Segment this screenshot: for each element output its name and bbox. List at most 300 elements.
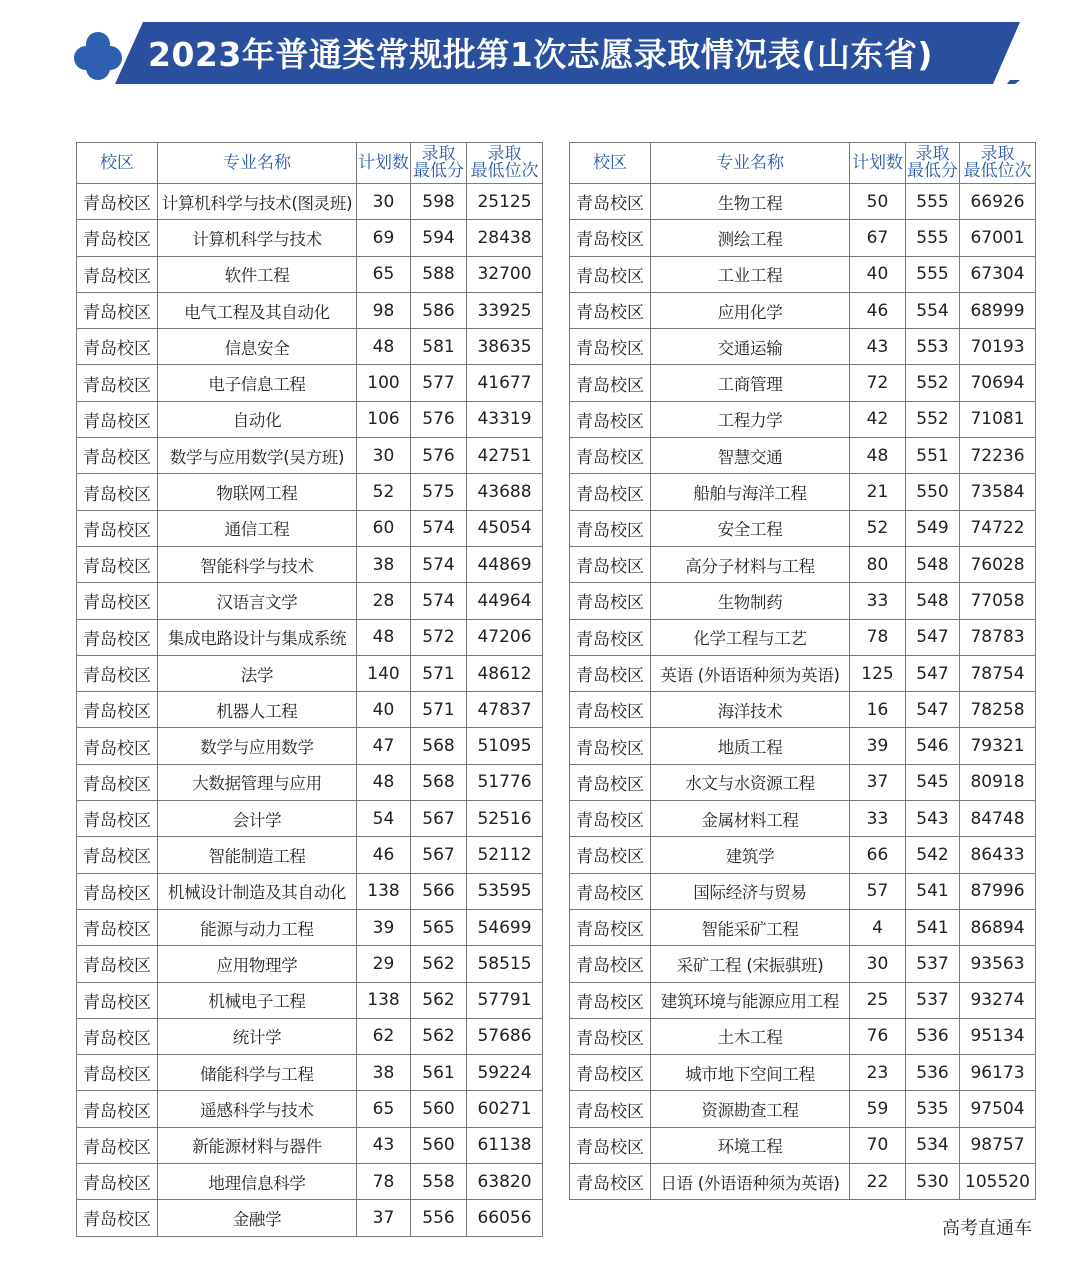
cell-min-rank: 74722 [960, 510, 1036, 546]
table-row [77, 184, 543, 220]
table-row [570, 909, 1036, 945]
cell-min-rank: 45054 [467, 510, 543, 546]
table-row [77, 1127, 543, 1163]
header-min-rank: 录取 最低位次 [467, 143, 543, 184]
header-min-score: 录取 最低分 [906, 143, 960, 184]
cell-plan: 33 [850, 801, 906, 837]
table-row [77, 1091, 543, 1127]
cell-major: 工业工程 [651, 256, 850, 292]
table-row [77, 909, 543, 945]
cell-min-rank: 73584 [960, 474, 1036, 510]
cell-min-rank: 42751 [467, 438, 543, 474]
cell-major: 交通运输 [651, 329, 850, 365]
cell-min-score: 558 [411, 1164, 467, 1200]
cell-campus: 青岛校区 [77, 1127, 158, 1163]
table-row [570, 438, 1036, 474]
cell-min-score: 568 [411, 728, 467, 764]
cell-min-rank: 78258 [960, 692, 1036, 728]
cell-min-rank: 78783 [960, 619, 1036, 655]
cell-major: 集成电路设计与集成系统 [158, 619, 357, 655]
cell-campus: 青岛校区 [570, 909, 651, 945]
cell-major: 工程力学 [651, 401, 850, 437]
cell-plan: 140 [357, 655, 411, 691]
header-campus: 校区 [77, 143, 158, 184]
cell-campus: 青岛校区 [77, 619, 158, 655]
cell-campus: 青岛校区 [570, 873, 651, 909]
cell-campus: 青岛校区 [77, 1200, 158, 1236]
cell-campus: 青岛校区 [77, 1055, 158, 1091]
cell-plan: 48 [357, 619, 411, 655]
cell-min-rank: 70193 [960, 329, 1036, 365]
cell-min-rank: 84748 [960, 801, 1036, 837]
cell-major: 地质工程 [651, 728, 850, 764]
cell-campus: 青岛校区 [570, 546, 651, 582]
cell-major: 软件工程 [158, 256, 357, 292]
cell-major: 建筑学 [651, 837, 850, 873]
cell-min-rank: 61138 [467, 1127, 543, 1163]
cell-min-score: 562 [411, 1018, 467, 1054]
cell-min-score: 551 [906, 438, 960, 474]
header-major: 专业名称 [651, 143, 850, 184]
cell-min-rank: 32700 [467, 256, 543, 292]
cell-major: 电子信息工程 [158, 365, 357, 401]
table-row [570, 728, 1036, 764]
table-row [570, 946, 1036, 982]
cell-min-rank: 43319 [467, 401, 543, 437]
cell-campus: 青岛校区 [570, 329, 651, 365]
cell-min-rank: 58515 [467, 946, 543, 982]
watermark: 高考直通车 [942, 1218, 1032, 1239]
table-row [77, 546, 543, 582]
cell-major: 机械设计制造及其自动化 [158, 873, 357, 909]
cell-campus: 青岛校区 [77, 583, 158, 619]
cell-campus: 青岛校区 [77, 292, 158, 328]
cell-plan: 52 [357, 474, 411, 510]
admission-table-left [76, 142, 543, 1237]
table-row [77, 474, 543, 510]
table-row [570, 764, 1036, 800]
cell-min-score: 546 [906, 728, 960, 764]
cell-plan: 30 [850, 946, 906, 982]
cell-major: 船舶与海洋工程 [651, 474, 850, 510]
cell-campus: 青岛校区 [77, 1091, 158, 1127]
table-row [77, 292, 543, 328]
table-row [77, 728, 543, 764]
cell-min-score: 576 [411, 438, 467, 474]
cell-min-score: 562 [411, 982, 467, 1018]
cell-min-rank: 76028 [960, 546, 1036, 582]
cell-plan: 100 [357, 365, 411, 401]
table-row [570, 1018, 1036, 1054]
cell-plan: 66 [850, 837, 906, 873]
cell-plan: 37 [850, 764, 906, 800]
cell-min-rank: 43688 [467, 474, 543, 510]
table-row [570, 1164, 1036, 1200]
cell-campus: 青岛校区 [570, 292, 651, 328]
cell-min-score: 574 [411, 510, 467, 546]
cell-plan: 59 [850, 1091, 906, 1127]
cell-min-score: 581 [411, 329, 467, 365]
table-row [570, 619, 1036, 655]
cell-plan: 22 [850, 1164, 906, 1200]
cell-plan: 50 [850, 184, 906, 220]
cell-plan: 48 [850, 438, 906, 474]
cell-min-rank: 70694 [960, 365, 1036, 401]
cell-min-rank: 63820 [467, 1164, 543, 1200]
table-body-left [77, 184, 543, 1237]
cell-campus: 青岛校区 [570, 619, 651, 655]
cell-plan: 23 [850, 1055, 906, 1091]
cell-major: 国际经济与贸易 [651, 873, 850, 909]
cell-campus: 青岛校区 [570, 583, 651, 619]
cell-min-score: 576 [411, 401, 467, 437]
table-row [77, 764, 543, 800]
cell-plan: 52 [850, 510, 906, 546]
cell-min-score: 535 [906, 1091, 960, 1127]
cell-campus: 青岛校区 [570, 510, 651, 546]
cell-major: 数学与应用数学(吴方班) [158, 438, 357, 474]
cell-major: 日语 (外语语种须为英语) [651, 1164, 850, 1200]
cell-campus: 青岛校区 [77, 728, 158, 764]
cell-major: 金融学 [158, 1200, 357, 1236]
cell-plan: 33 [850, 583, 906, 619]
cell-min-rank: 52112 [467, 837, 543, 873]
cell-plan: 43 [850, 329, 906, 365]
cell-min-score: 561 [411, 1055, 467, 1091]
cell-campus: 青岛校区 [77, 909, 158, 945]
cell-major: 计算机科学与技术 [158, 220, 357, 256]
cell-plan: 46 [850, 292, 906, 328]
cell-plan: 54 [357, 801, 411, 837]
cell-plan: 38 [357, 1055, 411, 1091]
cell-min-rank: 105520 [960, 1164, 1036, 1200]
cell-campus: 青岛校区 [77, 946, 158, 982]
cell-campus: 青岛校区 [570, 655, 651, 691]
cell-min-rank: 52516 [467, 801, 543, 837]
table-row [570, 655, 1036, 691]
table-row [77, 329, 543, 365]
page-title: 2023年普通类常规批第1次志愿录取情况表(山东省) [148, 35, 933, 74]
cell-min-rank: 96173 [960, 1055, 1036, 1091]
table-row [570, 837, 1036, 873]
table-row [77, 655, 543, 691]
cell-min-score: 555 [906, 256, 960, 292]
cell-plan: 39 [850, 728, 906, 764]
header-campus: 校区 [570, 143, 651, 184]
cell-plan: 80 [850, 546, 906, 582]
cell-campus: 青岛校区 [77, 365, 158, 401]
cell-plan: 65 [357, 256, 411, 292]
cell-plan: 106 [357, 401, 411, 437]
cell-min-rank: 51776 [467, 764, 543, 800]
cell-major: 法学 [158, 655, 357, 691]
cell-campus: 青岛校区 [77, 438, 158, 474]
cell-plan: 69 [357, 220, 411, 256]
cell-campus: 青岛校区 [570, 438, 651, 474]
cell-major: 资源勘查工程 [651, 1091, 850, 1127]
cell-min-rank: 77058 [960, 583, 1036, 619]
cell-campus: 青岛校区 [570, 982, 651, 1018]
cell-major: 智能科学与技术 [158, 546, 357, 582]
cell-min-rank: 86433 [960, 837, 1036, 873]
cell-major: 机器人工程 [158, 692, 357, 728]
cell-campus: 青岛校区 [77, 655, 158, 691]
cell-min-score: 547 [906, 655, 960, 691]
cell-major: 化学工程与工艺 [651, 619, 850, 655]
cell-campus: 青岛校区 [570, 837, 651, 873]
table-row [77, 220, 543, 256]
table-row [77, 801, 543, 837]
cell-plan: 65 [357, 1091, 411, 1127]
table-row [77, 1018, 543, 1054]
cell-min-rank: 66056 [467, 1200, 543, 1236]
table-row [77, 982, 543, 1018]
table-row [77, 1164, 543, 1200]
table-row [77, 1200, 543, 1236]
cell-major: 英语 (外语语种须为英语) [651, 655, 850, 691]
table-row [570, 292, 1036, 328]
cell-min-score: 586 [411, 292, 467, 328]
cell-campus: 青岛校区 [570, 764, 651, 800]
table-row [77, 946, 543, 982]
cell-plan: 138 [357, 982, 411, 1018]
cell-plan: 48 [357, 764, 411, 800]
table-row [570, 982, 1036, 1018]
cell-major: 汉语言文学 [158, 583, 357, 619]
cell-major: 城市地下空间工程 [651, 1055, 850, 1091]
cell-plan: 42 [850, 401, 906, 437]
cell-major: 生物制药 [651, 583, 850, 619]
cell-min-score: 588 [411, 256, 467, 292]
cell-min-score: 549 [906, 510, 960, 546]
cell-min-rank: 57791 [467, 982, 543, 1018]
cell-campus: 青岛校区 [570, 1055, 651, 1091]
cell-campus: 青岛校区 [77, 692, 158, 728]
cell-plan: 48 [357, 329, 411, 365]
table-row [570, 1055, 1036, 1091]
table-row [77, 873, 543, 909]
cell-campus: 青岛校区 [570, 692, 651, 728]
cell-plan: 25 [850, 982, 906, 1018]
cell-plan: 72 [850, 365, 906, 401]
cell-min-score: 545 [906, 764, 960, 800]
cell-major: 建筑环境与能源应用工程 [651, 982, 850, 1018]
cell-min-score: 554 [906, 292, 960, 328]
cell-min-score: 574 [411, 583, 467, 619]
cell-min-rank: 66926 [960, 184, 1036, 220]
cell-major: 高分子材料与工程 [651, 546, 850, 582]
cell-campus: 青岛校区 [77, 329, 158, 365]
cell-major: 环境工程 [651, 1127, 850, 1163]
cell-min-rank: 44964 [467, 583, 543, 619]
cell-min-score: 566 [411, 873, 467, 909]
cell-campus: 青岛校区 [77, 546, 158, 582]
cell-campus: 青岛校区 [77, 873, 158, 909]
cell-campus: 青岛校区 [77, 510, 158, 546]
admission-table-right [569, 142, 1036, 1200]
cell-major: 工商管理 [651, 365, 850, 401]
cell-plan: 67 [850, 220, 906, 256]
cell-min-rank: 57686 [467, 1018, 543, 1054]
table-row [570, 583, 1036, 619]
cell-major: 信息安全 [158, 329, 357, 365]
cell-min-score: 594 [411, 220, 467, 256]
cell-major: 地理信息科学 [158, 1164, 357, 1200]
cell-major: 计算机科学与技术(图灵班) [158, 184, 357, 220]
cell-min-score: 555 [906, 220, 960, 256]
table-row [570, 546, 1036, 582]
cell-campus: 青岛校区 [77, 1164, 158, 1200]
table-row [77, 365, 543, 401]
table-row [77, 1055, 543, 1091]
cell-plan: 57 [850, 873, 906, 909]
cell-plan: 40 [357, 692, 411, 728]
cell-campus: 青岛校区 [77, 1018, 158, 1054]
cell-min-score: 571 [411, 655, 467, 691]
cell-min-score: 555 [906, 184, 960, 220]
cell-campus: 青岛校区 [570, 1018, 651, 1054]
cell-major: 物联网工程 [158, 474, 357, 510]
cell-plan: 43 [357, 1127, 411, 1163]
cell-min-rank: 93563 [960, 946, 1036, 982]
table-row [77, 438, 543, 474]
cell-major: 水文与水资源工程 [651, 764, 850, 800]
cell-min-score: 534 [906, 1127, 960, 1163]
cell-min-score: 536 [906, 1055, 960, 1091]
cell-min-score: 550 [906, 474, 960, 510]
cell-plan: 37 [357, 1200, 411, 1236]
cell-min-rank: 38635 [467, 329, 543, 365]
cell-min-score: 572 [411, 619, 467, 655]
cell-campus: 青岛校区 [77, 801, 158, 837]
cell-min-rank: 53595 [467, 873, 543, 909]
cell-min-score: 536 [906, 1018, 960, 1054]
cell-major: 生物工程 [651, 184, 850, 220]
table-row [77, 583, 543, 619]
table-row [570, 329, 1036, 365]
cell-campus: 青岛校区 [570, 220, 651, 256]
cell-plan: 125 [850, 655, 906, 691]
table-row [570, 220, 1036, 256]
table-row [77, 837, 543, 873]
cell-min-score: 553 [906, 329, 960, 365]
cell-plan: 78 [357, 1164, 411, 1200]
cell-min-score: 543 [906, 801, 960, 837]
table-row [570, 401, 1036, 437]
cell-min-rank: 60271 [467, 1091, 543, 1127]
cell-campus: 青岛校区 [77, 474, 158, 510]
cell-min-score: 541 [906, 873, 960, 909]
cell-min-rank: 48612 [467, 655, 543, 691]
cell-min-score: 565 [411, 909, 467, 945]
cell-major: 采矿工程 (宋振骐班) [651, 946, 850, 982]
cell-campus: 青岛校区 [77, 256, 158, 292]
cell-plan: 39 [357, 909, 411, 945]
cell-min-rank: 28438 [467, 220, 543, 256]
cell-plan: 138 [357, 873, 411, 909]
cell-major: 遥感科学与技术 [158, 1091, 357, 1127]
cell-min-score: 542 [906, 837, 960, 873]
cell-min-score: 571 [411, 692, 467, 728]
cell-campus: 青岛校区 [570, 1164, 651, 1200]
cell-min-score: 575 [411, 474, 467, 510]
cell-campus: 青岛校区 [570, 1091, 651, 1127]
cell-min-score: 556 [411, 1200, 467, 1236]
cell-campus: 青岛校区 [570, 401, 651, 437]
cell-plan: 30 [357, 438, 411, 474]
cell-min-score: 560 [411, 1091, 467, 1127]
cell-min-rank: 95134 [960, 1018, 1036, 1054]
cell-min-score: 548 [906, 546, 960, 582]
cell-min-score: 537 [906, 982, 960, 1018]
cell-min-rank: 68999 [960, 292, 1036, 328]
cell-min-rank: 79321 [960, 728, 1036, 764]
cell-min-score: 574 [411, 546, 467, 582]
cell-min-score: 530 [906, 1164, 960, 1200]
cell-min-score: 567 [411, 801, 467, 837]
cell-major: 自动化 [158, 401, 357, 437]
cell-major: 安全工程 [651, 510, 850, 546]
cell-major: 智能采矿工程 [651, 909, 850, 945]
cell-min-score: 548 [906, 583, 960, 619]
cell-plan: 21 [850, 474, 906, 510]
table-row [570, 365, 1036, 401]
cell-min-score: 537 [906, 946, 960, 982]
cell-plan: 38 [357, 546, 411, 582]
cell-plan: 16 [850, 692, 906, 728]
cell-major: 应用化学 [651, 292, 850, 328]
table-row [570, 1091, 1036, 1127]
cell-min-score: 598 [411, 184, 467, 220]
table-row [77, 692, 543, 728]
header-major: 专业名称 [158, 143, 357, 184]
table-body-right [570, 184, 1036, 1200]
cell-major: 应用物理学 [158, 946, 357, 982]
cell-campus: 青岛校区 [570, 946, 651, 982]
cell-plan: 70 [850, 1127, 906, 1163]
cell-plan: 40 [850, 256, 906, 292]
cell-plan: 46 [357, 837, 411, 873]
cell-major: 土木工程 [651, 1018, 850, 1054]
cell-major: 大数据管理与应用 [158, 764, 357, 800]
cell-major: 能源与动力工程 [158, 909, 357, 945]
cell-campus: 青岛校区 [570, 184, 651, 220]
cell-min-score: 562 [411, 946, 467, 982]
cell-plan: 30 [357, 184, 411, 220]
cell-campus: 青岛校区 [77, 764, 158, 800]
table-row [570, 801, 1036, 837]
cell-major: 海洋技术 [651, 692, 850, 728]
cell-min-score: 567 [411, 837, 467, 873]
table-row [570, 1127, 1036, 1163]
cell-min-score: 568 [411, 764, 467, 800]
table-row [77, 401, 543, 437]
cell-min-rank: 80918 [960, 764, 1036, 800]
cell-campus: 青岛校区 [570, 365, 651, 401]
cell-plan: 60 [357, 510, 411, 546]
cell-major: 电气工程及其自动化 [158, 292, 357, 328]
cell-plan: 47 [357, 728, 411, 764]
header-min-score: 录取 最低分 [411, 143, 467, 184]
cell-min-rank: 87996 [960, 873, 1036, 909]
cell-plan: 62 [357, 1018, 411, 1054]
table-row [77, 619, 543, 655]
cell-min-rank: 44869 [467, 546, 543, 582]
cell-campus: 青岛校区 [77, 184, 158, 220]
table-header-row [77, 143, 543, 184]
cell-min-rank: 47206 [467, 619, 543, 655]
table-row [570, 474, 1036, 510]
